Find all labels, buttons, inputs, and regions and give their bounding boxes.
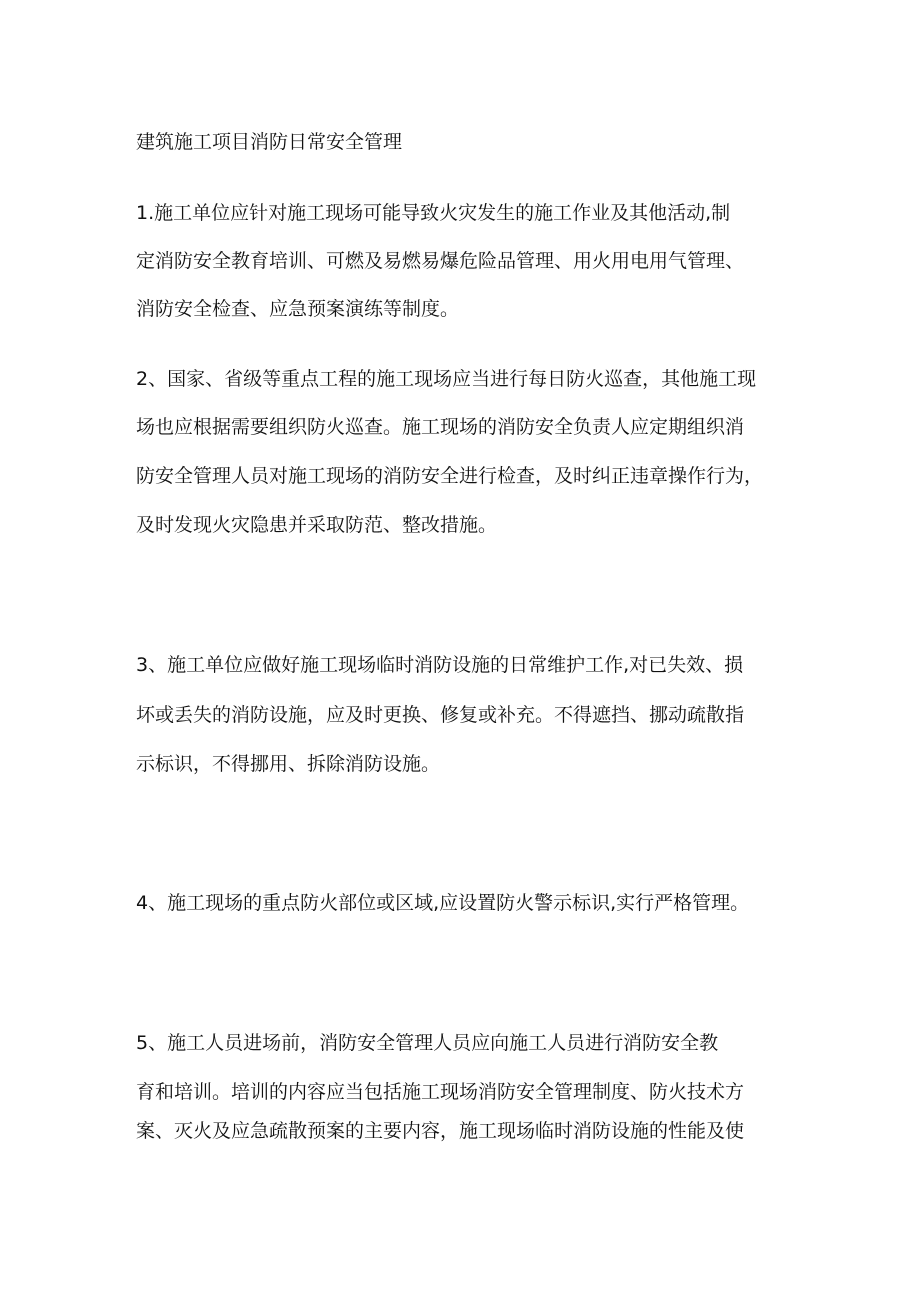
section-5-line-3: 案、灭火及应急疏散预案的主要内容，施工现场临时消防设施的性能及使: [136, 1120, 745, 1142]
section-4-line-1: 4、施工现场的重点防火部位或区域,应设置防火警示标识,实行严格管理。: [136, 892, 750, 914]
section-3-line-3: 示标识，不得挪用、拆除消防设施。: [136, 753, 441, 775]
section-2-line-4: 及时发现火灾隐患并采取防范、整改措施。: [136, 514, 498, 536]
section-2-line-1: 2、国家、省级等重点工程的施工现场应当进行每日防火巡查，其他施工现: [136, 368, 757, 390]
document-title: 建筑施工项目消防日常安全管理: [136, 131, 403, 153]
section-1-line-3: 消防安全检查、应急预案演练等制度。: [136, 298, 460, 320]
section-2-line-3: 防安全管理人员对施工现场的消防安全进行检查，及时纠正违章操作行为，: [136, 465, 764, 487]
section-3-line-2: 坏或丢失的消防设施，应及时更换、修复或补充。不得遮挡、挪动疏散指: [136, 704, 745, 726]
section-5-line-1: 5、施工人员进场前，消防安全管理人员应向施工人员进行消防安全教: [136, 1032, 719, 1054]
section-3-line-1: 3、施工单位应做好施工现场临时消防设施的日常维护工作,对已失效、损: [136, 654, 744, 676]
section-1-line-2: 定消防安全教育培训、可燃及易燃易爆危险品管理、用火用电用气管理、: [136, 250, 745, 272]
section-2-line-2: 场也应根据需要组织防火巡查。施工现场的消防安全负责人应定期组织消: [136, 416, 745, 438]
section-1-line-1: 1.施工单位应针对施工现场可能导致火灾发生的施工作业及其他活动,制: [136, 202, 731, 224]
section-5-line-2: 育和培训。培训的内容应当包括施工现场消防安全管理制度、防火技术方: [136, 1081, 745, 1103]
